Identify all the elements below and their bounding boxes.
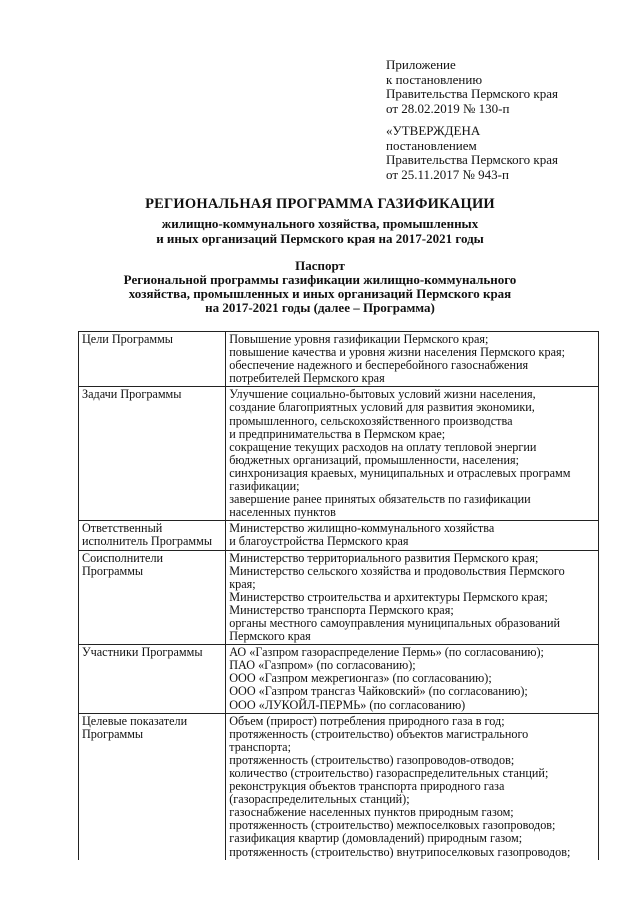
row-label-cell [79,387,226,521]
row-value-line: (газораспределительных станций); [229,792,410,807]
row-value-line: газификация квартир (домовладений) природным газом; [229,831,523,846]
passport-table [78,331,599,860]
row-value-line: ООО «Газпром межрегионгаз» (по согласованию); [229,671,492,686]
row-value-line: создание благоприятных условий для развития экономики, [229,400,535,415]
row-value-line: и предпринимательства в Пермском крае; [229,426,446,441]
row-value-line: потребителей Пермского края [229,371,385,386]
table-row [79,332,599,387]
program-subtitle-line: и иных организаций Пермского края на 2017-2021 годы [156,230,484,246]
row-value-line: газификации; [229,479,300,494]
row-value-cell [226,521,599,550]
row-label-line: Программы [82,726,144,741]
program-title-sub [60,217,580,246]
row-value-line: края; [229,576,256,591]
row-label-cell [79,521,226,550]
row-label-line: Ответственный [82,521,163,536]
row-value-line: сокращение текущих расходов на оплату тепловой энергии [229,439,537,454]
row-value-line: обеспечение надежного и бесперебойного газоснабжения [229,358,529,373]
approval-note [386,124,631,182]
approval-line: постановлением [386,137,477,153]
row-value-line: реконструкция объектов транспорта природного газа [229,779,505,794]
row-value-line: и благоустройства Пермского края [229,534,409,549]
row-value-cell [226,713,599,860]
row-label-line: Цели Программы [82,332,173,346]
row-value-cell [226,645,599,713]
row-value-line: Объем (прирост) потребления природного газа в год; [229,713,505,728]
passport-subheading-line: Региональной программы газификации жилищно-коммунального [123,272,517,287]
appendix-note [386,58,631,116]
passport-subheading-line: на 2017-2021 годы (далее – Программа) [205,300,435,315]
row-value-line: Министерство строительства и архитектуры Пермского края; [229,589,548,604]
passport-table-body [79,332,599,860]
row-label-line: исполнитель Программы [82,534,213,549]
row-label-line: Участники Программы [82,645,203,660]
program-title [60,196,580,246]
passport-subheading-line: хозяйства, промышленных и иных организаций Пермского края [128,286,512,301]
row-label-cell [79,550,226,645]
row-value-line: Пермского края [229,629,311,644]
appendix-line: Приложение [386,57,456,72]
row-value-line: повышение качества и уровня жизни населения Пермского края; [229,345,565,360]
row-label-cell [79,332,226,387]
row-value-line: органы местного самоуправления муниципальных образований [229,615,561,630]
row-label-line: Программы [82,563,144,578]
row-value-line: населенных пунктов [229,505,336,520]
table-row [79,550,599,645]
row-value-line: Министерство территориального развития Пермского края; [229,550,539,565]
table-row [79,713,599,860]
row-value-line: завершение ранее принятых обязательств по газификации [229,492,531,507]
row-value-line: протяженность (строительство) внутрипоселковых газопроводов; [229,844,571,859]
row-value-line: Улучшение социально-бытовых условий жизни населения, [229,387,536,402]
row-label-line: Целевые показатели [82,713,188,728]
row-label-cell [79,645,226,713]
row-value-cell [226,332,599,387]
table-row [79,645,599,713]
row-label-line: Задачи Программы [82,387,182,402]
row-value-line: протяженность (строительство) межпоселковых газопроводов; [229,818,556,833]
row-value-line: АО «Газпром газораспределение Пермь» (по согласованию); [229,645,544,660]
row-value-line: ПАО «Газпром» (по согласованию); [229,658,416,673]
table-row [79,387,599,521]
row-value-line: ООО «ЛУКОЙЛ-ПЕРМЬ» (по согласованию) [229,697,466,712]
row-value-line: синхронизация краевых, муниципальных и отраслевых программ [229,465,571,480]
appendix-line: Правительства Пермского края [386,86,558,101]
passport-header [60,258,580,315]
row-value-line: промышленного, сельскохозяйственного производства [229,413,513,428]
row-value-line: бюджетных организаций, промышленности, населения; [229,452,519,467]
row-value-line: Министерство сельского хозяйства и продовольствия Пермского [229,563,565,578]
row-label-line: Соисполнители [82,550,164,565]
program-subtitle-line: жилищно-коммунального хозяйства, промышленных [161,216,479,231]
row-value-line: количество (строительство) газораспределительных станций; [229,766,549,780]
passport-heading: Паспорт [295,258,345,273]
appendix-line: от 28.02.2019 № 130-п [386,100,510,116]
row-value-line: Повышение уровня газификации Пермского края; [229,332,489,346]
approval-line: «УТВЕРЖДЕНА [386,123,481,138]
approval-line: от 25.11.2017 № 943-п [386,166,509,182]
row-value-line: протяженность (строительство) объектов магистрального [229,726,529,741]
row-value-line: Министерство жилищно-коммунального хозяйства [229,521,495,536]
row-value-line: газоснабжение населенных пунктов природным газом; [229,805,514,820]
approval-line: Правительства Пермского края [386,152,558,167]
row-value-line: ООО «Газпром трансгаз Чайковский» (по согласованию); [229,684,528,699]
passport-subheading [60,273,580,315]
row-value-line: Министерство транспорта Пермского края; [229,602,454,617]
program-title-main: РЕГИОНАЛЬНАЯ ПРОГРАММА ГАЗИФИКАЦИИ [145,196,495,212]
row-value-line: транспорта; [229,739,291,754]
row-value-cell [226,550,599,645]
row-value-cell [226,387,599,521]
row-label-cell [79,713,226,860]
table-row [79,521,599,550]
appendix-line: к постановлению [386,71,483,87]
row-value-line: протяженность (строительство) газопроводов-отводов; [229,752,515,767]
